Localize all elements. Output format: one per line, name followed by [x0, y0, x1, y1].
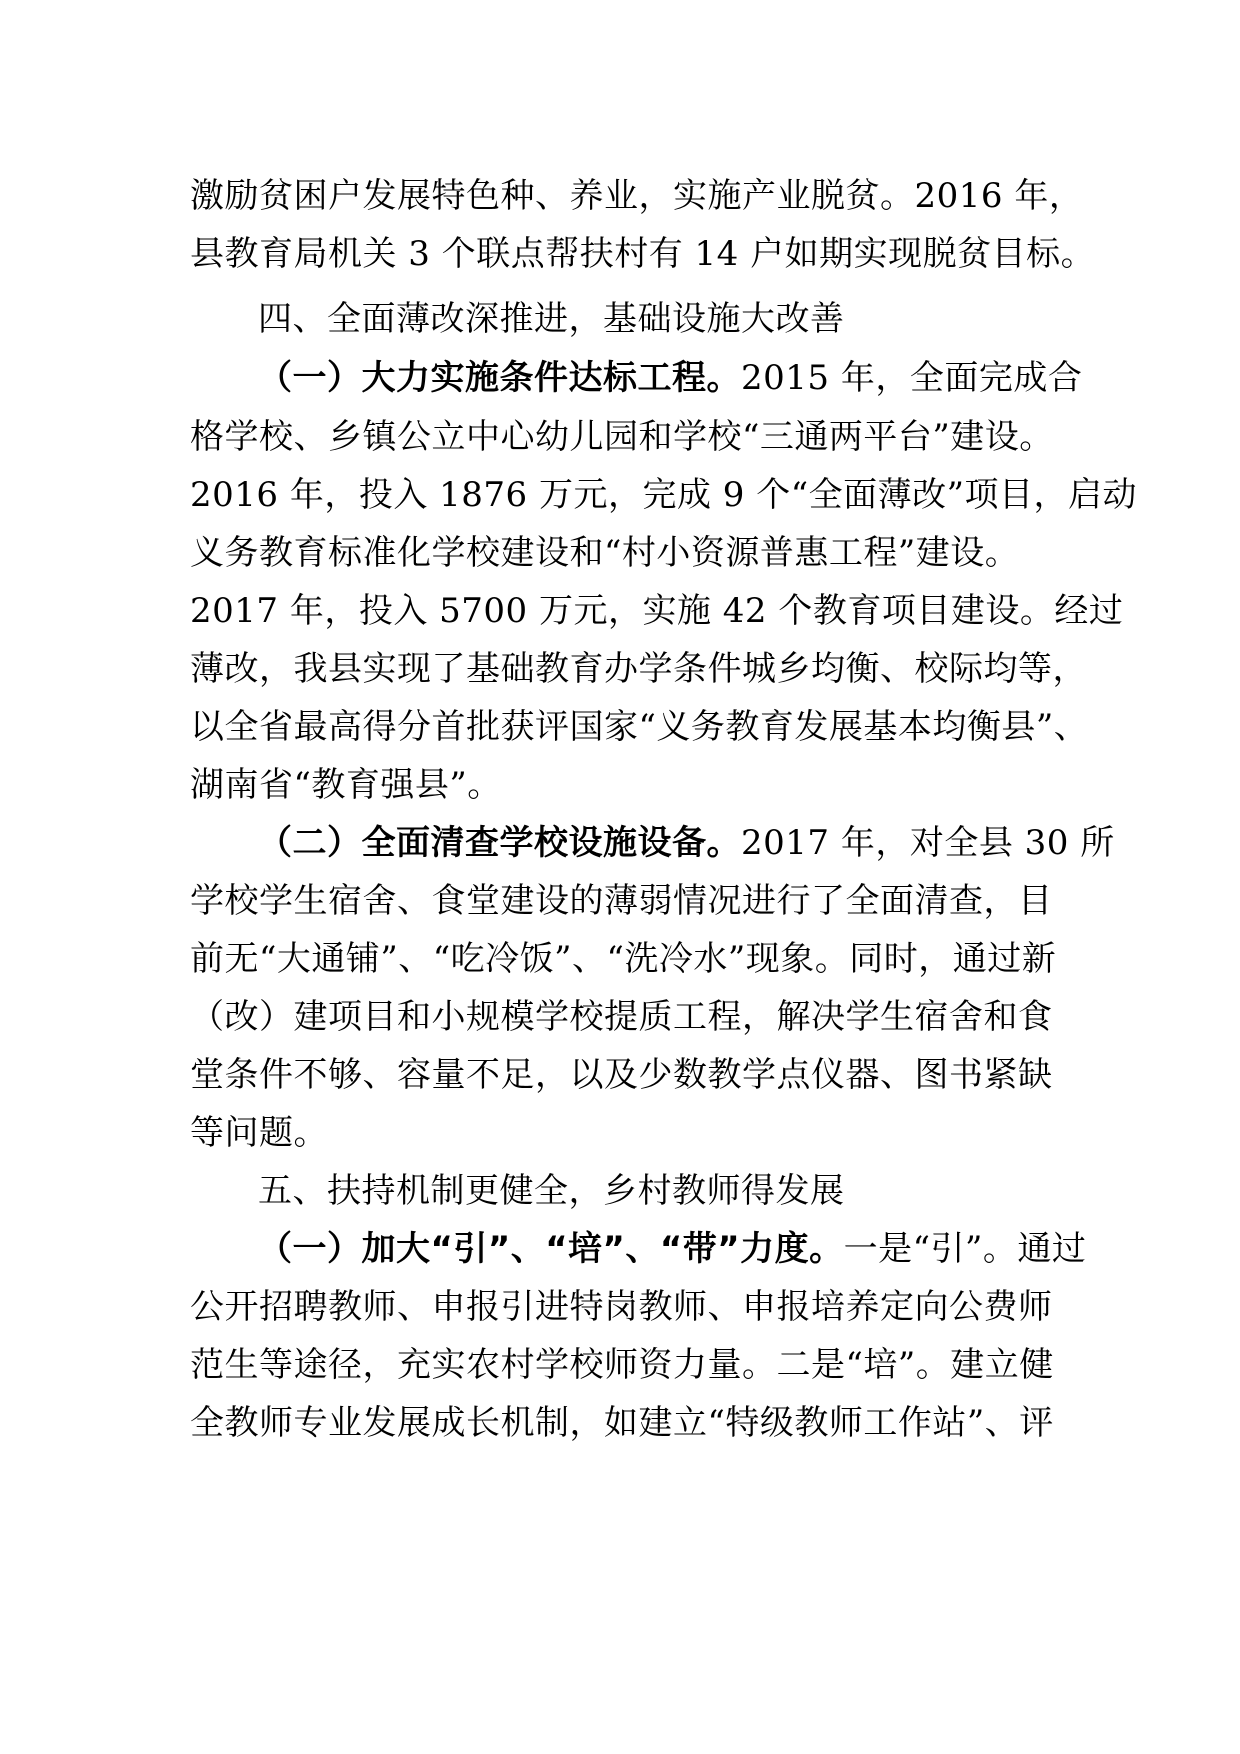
paragraph-line: 2017 年，投入 5700 万元，实施 42 个教育项目建设。经过 — [190, 591, 1124, 631]
paragraph-text: 2015 年，全面完成合 — [741, 358, 1083, 398]
paragraph-line: 县教育局机关 3 个联点帮扶村有 14 户如期实现脱贫目标。 — [190, 234, 1096, 274]
paragraph-line: （改）建项目和小规模学校提质工程，解决学生宿舍和食 — [190, 997, 1053, 1037]
paragraph-line: 2016 年，投入 1876 万元，完成 9 个“全面薄改”项目，启动 — [190, 475, 1137, 515]
paragraph-line: 义务教育标准化学校建设和“村小资源普惠工程”建设。 — [190, 533, 1020, 573]
subsection-line — [258, 345, 1083, 411]
subsection-heading: （一）大力实施条件达标工程。 — [258, 358, 741, 398]
paragraph-line: 等问题。 — [190, 1113, 328, 1153]
paragraph-line: 薄改，我县实现了基础教育办学条件城乡均衡、校际均等， — [190, 649, 1087, 689]
section-heading: 四、全面薄改深推进，基础设施大改善 — [258, 299, 845, 339]
paragraph-line: 以全省最高得分首批获评国家“义务教育发展基本均衡县”、 — [190, 707, 1089, 747]
paragraph-line: 湖南省“教育强县”。 — [190, 765, 502, 805]
subsection-heading: （二）全面清查学校设施设备。 — [258, 823, 741, 863]
paragraph-line: 堂条件不够、容量不足，以及少数教学点仪器、图书紧缺 — [190, 1055, 1053, 1095]
paragraph-line: 全教师专业发展成长机制，如建立“特级教师工作站”、评 — [190, 1403, 1054, 1443]
subsection-line — [258, 1216, 1087, 1282]
paragraph-text: 2017 年，对全县 30 所 — [741, 823, 1115, 863]
section-heading: 五、扶持机制更健全，乡村教师得发展 — [258, 1171, 845, 1211]
subsection-heading: （一）加大“引”、“培”、“带”力度。 — [258, 1229, 844, 1269]
paragraph-line: 前无“大通铺”、“吃冷饭”、“洗冷水”现象。同时，通过新 — [190, 939, 1057, 979]
paragraph-text: 一是“引”。通过 — [843, 1229, 1087, 1269]
paragraph-line: 激励贫困户发展特色种、养业，实施产业脱贫。2016 年， — [190, 176, 1084, 216]
paragraph-line: 学校学生宿舍、食堂建设的薄弱情况进行了全面清查，目 — [190, 881, 1053, 921]
subsection-line — [258, 810, 1115, 876]
paragraph-line: 公开招聘教师、申报引进特岗教师、申报培养定向公费师 — [190, 1287, 1053, 1327]
paragraph-line: 格学校、乡镇公立中心幼儿园和学校“三通两平台”建设。 — [190, 417, 1054, 457]
paragraph-line: 范生等途径，充实农村学校师资力量。二是“培”。建立健 — [190, 1345, 1054, 1385]
